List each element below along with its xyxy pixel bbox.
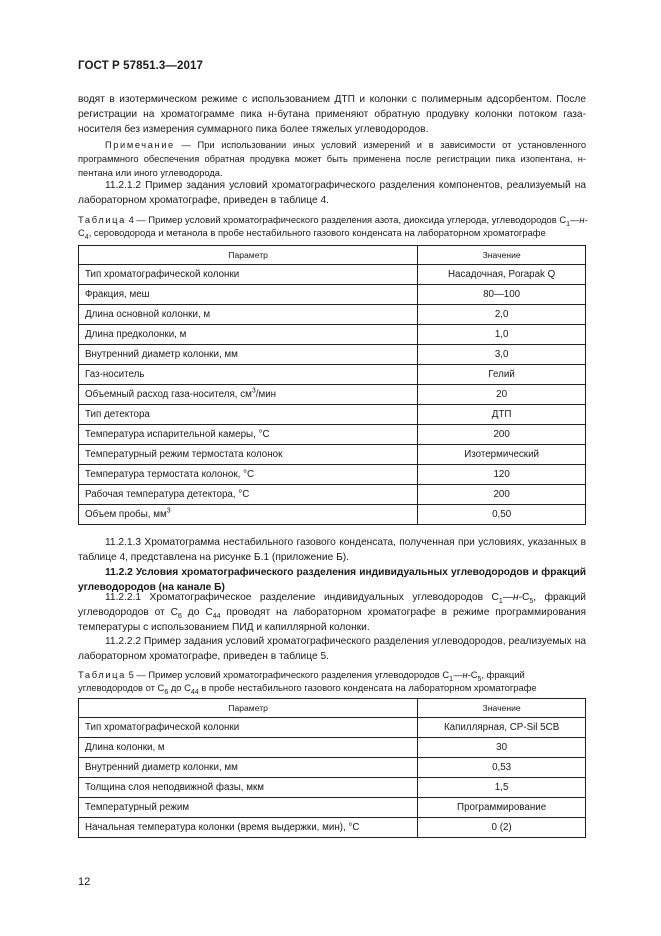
table4-caption: Таблица 4 — Пример условий хроматографического разделения азота, диоксида углерода, углеводородов $C_1—н-C_4$, сероводорода и метанола в пробе нестабильного газового конденсата на лабораторном хроматографе — [78, 214, 588, 241]
table-row — [79, 345, 586, 365]
table5-caption-mid: , фракций углеводородов от — [78, 669, 525, 693]
table5-value: 1,5 — [418, 778, 586, 798]
table-row — [79, 758, 586, 778]
table4-header-param: Параметр — [79, 246, 418, 265]
table-row — [79, 818, 586, 838]
table4-value: ДТП — [418, 405, 586, 425]
table-row — [79, 385, 586, 405]
paragraph-11-2-1-3: 11.2.1.3 Хроматограмма нестабильного газового конденсата, полученная при условиях, указанных в таблице 4, представлена на рисунке Б.1 (приложение Б). — [78, 537, 586, 563]
table4-caption-number: 4 — [125, 214, 134, 225]
p5-part-b: , фракций углеводородов от — [78, 592, 586, 618]
table-row — [79, 365, 586, 385]
table5-param: Начальная температура колонки (время выдержки, мин), °С — [79, 818, 418, 838]
table4-value: 1,0 — [418, 325, 586, 345]
page-number: 12 — [78, 876, 91, 888]
table5-caption-text: — Пример условий хроматографического разделения углеводородов — [133, 669, 440, 680]
table-row — [79, 305, 586, 325]
table5-value: Капиллярная, CP-Sil 5CB — [418, 718, 586, 738]
table5-value: 30 — [418, 738, 586, 758]
table-row — [79, 465, 586, 485]
p5-part-c: проводят на лабораторном хроматографе в режиме программирования температуры с использованием ПИД и капиллярной колонки. — [78, 607, 586, 633]
note — [78, 139, 586, 180]
table4-param: Тип хроматографической колонки — [79, 265, 418, 285]
table4-header-row — [79, 246, 586, 265]
table5-value: 0 (2) — [418, 818, 586, 838]
table4-value: 2,0 — [418, 305, 586, 325]
table4-param-cell: Объемный расход газа-носителя, $см^3$/мин — [79, 385, 418, 405]
table-row — [79, 285, 586, 305]
table4-value: 3,0 — [418, 345, 586, 365]
table4-param: Газ-носитель — [79, 365, 418, 385]
table-4 — [78, 245, 586, 525]
table-row — [79, 505, 586, 525]
table4-value: 0,50 — [418, 505, 586, 525]
table4-value: Изотермический — [418, 445, 586, 465]
p5-part-a: 11.2.2.1 Хроматографическое разделение индивидуальных углеводородов — [105, 592, 484, 603]
table5-param: Толщина слоя неподвижной фазы, мкм — [79, 778, 418, 798]
table4-param: Внутренний диаметр колонки, мм — [79, 345, 418, 365]
table4-param: Рабочая температура детектора, °С — [79, 485, 418, 505]
table4-value: 120 — [418, 465, 586, 485]
table5-param: Внутренний диаметр колонки, мм — [79, 758, 418, 778]
table5-value: Программирование — [418, 798, 586, 818]
page-header: ГОСТ Р 57851.3—2017 — [78, 60, 203, 72]
table4-param: Температура испарительной камеры, °С — [79, 425, 418, 445]
note-label: Примечание — [105, 140, 175, 150]
table4-param: Объем пробы, мм — [85, 509, 167, 520]
section-11-2-2-heading: 11.2.2 Условия хроматографического разделения индивидуальных углеводородов и фракций углеводородов (на канале Б) — [78, 567, 586, 593]
table5-param: Температурный режим — [79, 798, 418, 818]
table-row — [79, 485, 586, 505]
table5-header-value: Значение — [418, 699, 586, 718]
table4-caption-text: — Пример условий хроматографического разделения азота, диоксида углерода, углеводородов — [133, 214, 557, 225]
table5-param: Тип хроматографической колонки — [79, 718, 418, 738]
table4-caption-tail: , сероводорода и метанола в пробе нестабильного газового конденсата на лабораторном хроматографе — [88, 227, 546, 238]
table4-value: Гелий — [418, 365, 586, 385]
table4-param: Фракция, меш — [79, 285, 418, 305]
table4-param: Тип детектора — [79, 405, 418, 425]
note-text: — При использовании иных условий измерений и в зависимости от установленного программного обеспечения обратная продувка может быть применена после регистрации пика изопентана, н-пентана или иного углеводорода. — [78, 140, 586, 178]
table-row — [79, 425, 586, 445]
table4-param: Объемный расход газа-носителя, см — [85, 389, 252, 400]
table-row — [79, 718, 586, 738]
table-row — [79, 325, 586, 345]
table4-value: 80—100 — [418, 285, 586, 305]
table5-header-row — [79, 699, 586, 718]
table-row — [79, 445, 586, 465]
paragraph-11-2-2-2: 11.2.2.2 Пример задания условий хроматографического разделения углеводородов, реализуемых на лабораторном хроматографе, приведен в таблице 5. — [78, 636, 586, 662]
table-row — [79, 738, 586, 758]
table5-caption: Таблица 5 — Пример условий хроматографического разделения углеводородов $C_1—н-C_5$, фракций углеводородов от $C_6$ до $C_{44}$ в пробе нестабильного газового конденсата на лабораторном хроматографе — [78, 669, 537, 696]
table5-param: Длина колонки, м — [79, 738, 418, 758]
paragraph-11-2-2-1: 11.2.2.1 Хроматографическое разделение индивидуальных углеводородов $C_1—н-C_5$, фракций углеводородов от $C_6$ до $C_{44}$ проводят на лабораторном хроматографе в режиме программирования температуры с использованием ПИД и капиллярной колонки. — [78, 592, 586, 633]
table5-value: 0,53 — [418, 758, 586, 778]
table4-value: Насадочная, Porapak Q — [418, 265, 586, 285]
paragraph-11-2-1-2: 11.2.1.2 Пример задания условий хроматографического разделения компонентов, реализуемый на лабораторном хроматографе, приведен в таблице 4. — [78, 180, 586, 206]
paragraph-backflush: водят в изотермическом режиме с использованием ДТП и колонки с полимерным адсорбентом. После регистрации на хроматограмме пика н-бутана применяют обратную продувку колонки потоком газа-носителя без измерения суммарного пика более тяжелых углеводородов. — [78, 94, 586, 135]
table4-value: 200 — [418, 485, 586, 505]
table4-param-cell: Объем пробы, $мм^3$ — [79, 505, 418, 525]
table5-header-param: Параметр — [79, 699, 418, 718]
table-row — [79, 778, 586, 798]
table4-value: 20 — [418, 385, 586, 405]
table4-param: Температура термостата колонок, °С — [79, 465, 418, 485]
table-row — [79, 265, 586, 285]
table5-caption-tail: в пробе нестабильного газового конденсата на лабораторном хроматографе — [201, 682, 537, 693]
table4-caption-label: Таблица — [78, 214, 126, 225]
table4-param: Длина предколонки, м — [79, 325, 418, 345]
table5-caption-label: Таблица — [78, 669, 126, 680]
table-5 — [78, 698, 586, 838]
table4-param: Длина основной колонки, м — [79, 305, 418, 325]
table5-caption-number: 5 — [125, 669, 134, 680]
table4-value: 200 — [418, 425, 586, 445]
table4-param: Температурный режим термостата колонок — [79, 445, 418, 465]
table4-header-value: Значение — [418, 246, 586, 265]
table-row — [79, 405, 586, 425]
table-row — [79, 798, 586, 818]
